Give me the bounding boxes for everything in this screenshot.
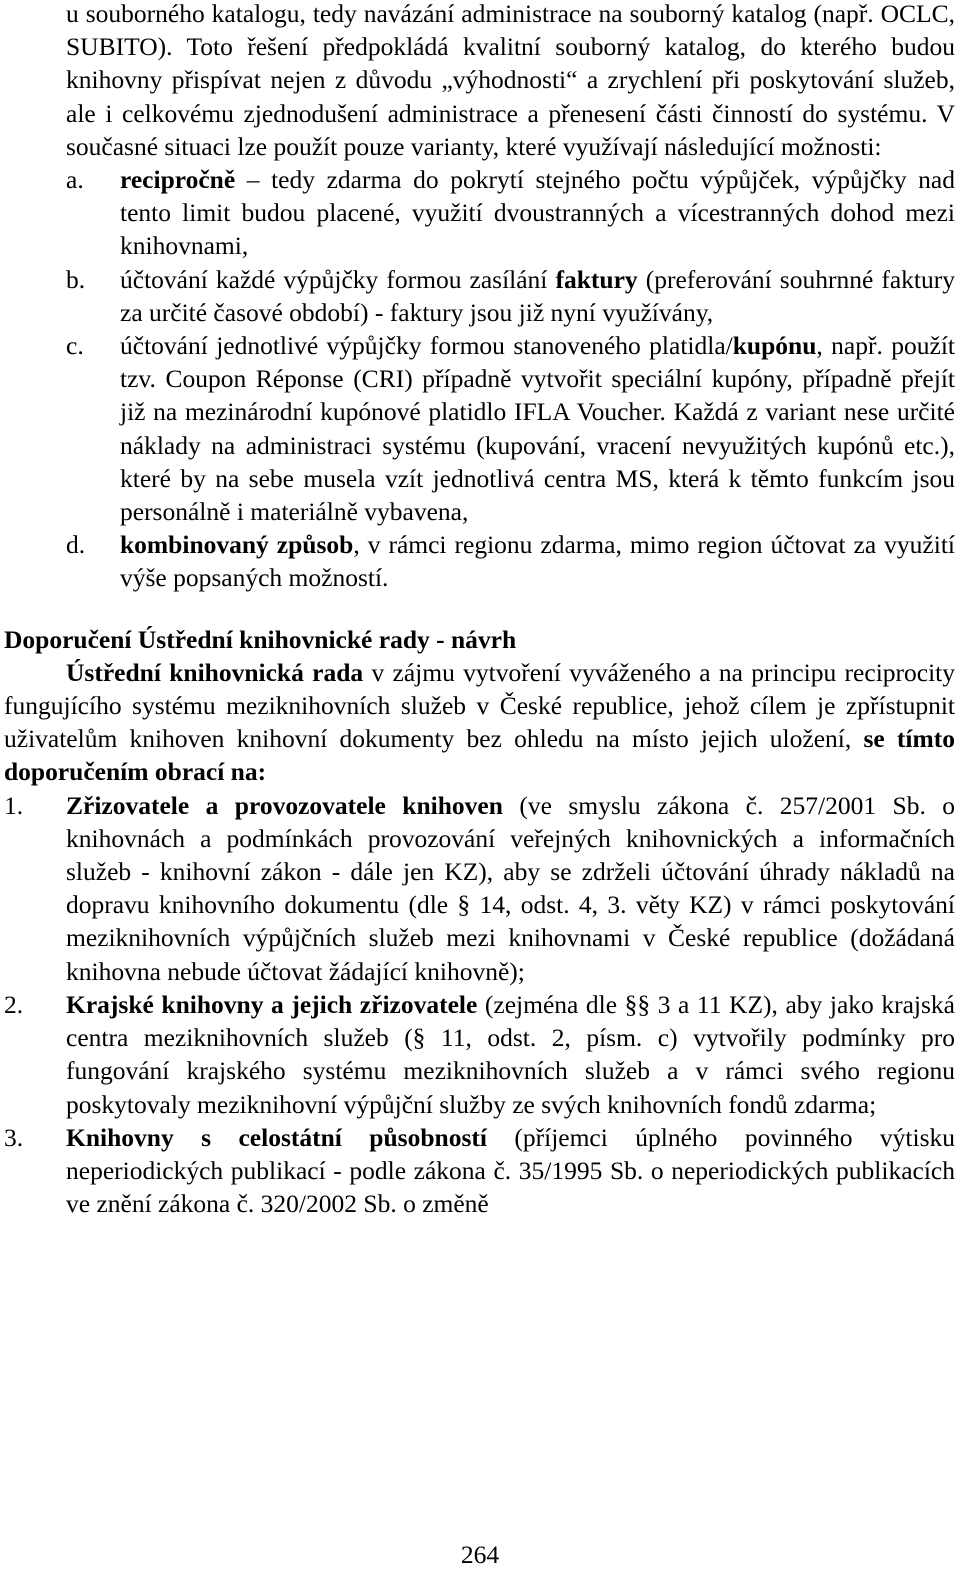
list-item: [4, 1121, 955, 1221]
option-text: (preferování souhrnné faktury za určité časové období) - faktury jsou již nyní využívány,: [120, 264, 955, 327]
section-heading: Doporučení Ústřední knihovnické rady - návrh: [4, 624, 517, 654]
list-item: [4, 528, 955, 594]
list-marker: 3.: [4, 1122, 24, 1152]
addressee: Zřizovatele a provozovatele knihoven: [66, 790, 503, 820]
list-item: [4, 263, 955, 329]
options-list: [4, 163, 955, 595]
list-marker: a.: [66, 165, 84, 195]
option-term: kupónu: [732, 331, 817, 361]
document-page: [4, 0, 955, 1220]
list-marker: d.: [66, 530, 86, 560]
list-item: [4, 988, 955, 1121]
item-text: (příjemci úplného povinného výtisku neperiodických publikací - podle zákona č. 35/1995 Sb. o neperiodických publikacích ve znění zákona č. 320/2002 Sb. o změně: [66, 1122, 955, 1219]
list-item: [4, 163, 955, 263]
recommendation-list: [4, 789, 955, 1221]
list-marker: b.: [66, 264, 86, 294]
option-term: recipročně: [120, 165, 236, 195]
lead-subject: Ústřední knihovnická rada: [66, 657, 364, 687]
list-item: [4, 789, 955, 988]
intro-paragraph: u souborného katalogu, tedy navázání administrace na souborný katalog (např. OCLC, SUBITO). Toto řešení předpokládá kvalitní souborný katalog, do kterého budou knihovny přispívat nejen z důvodu „výhodnosti“ a zrychlení při poskytování služeb, ale i celkovému zjednodušení administrace a přenesení části činností do systému. V současné situaci lze použít pouze varianty, které využívají následující možnosti:: [66, 0, 955, 161]
page-number: 264: [460, 1540, 500, 1569]
option-term: faktury: [555, 264, 638, 294]
list-item: [4, 329, 955, 528]
list-marker: 1.: [4, 790, 24, 820]
option-text: , např. použít tzv. Coupon Réponse (CRI) případně vytvořit speciální kupóny, případně přejít již na mezinárodní kupónové platidlo IFLA Voucher. Každá z variant nese určité náklady na administraci systému (kupování, vracení nevyužitých kupónů etc.), které by na sebe musela vzít jednotlivá centra MS, která k těmto funkcím jsou personálně i materiálně vybavena,: [120, 331, 955, 527]
option-term: kombinovaný způsob: [120, 530, 354, 560]
item-text: (ve smyslu zákona č. 257/2001 Sb. o knihovnách a podmínkách provozování veřejných knihovnických a informačních služeb - knihovní zákon - dále jen KZ), aby se zdrželi účtování úhrady nákladů na dopravu knihovního dokumentu (dle § 14, odst. 4, 3. věty KZ) v rámci poskytování meziknihovních výpůjčních služeb mezi knihovnami v České republice (dožádaná knihovna nebude účtovat žádající knihovně);: [66, 790, 955, 986]
lead-paragraph: [4, 656, 955, 789]
lead-closing: se tímto doporučením obrací na:: [4, 724, 955, 787]
option-text: , v rámci regionu zdarma, mimo region účtovat za využití výše popsaných možností.: [120, 530, 955, 593]
list-marker: 2.: [4, 989, 24, 1019]
addressee: Krajské knihovny a jejich zřizovatele: [66, 989, 478, 1019]
item-text: (zejména dle §§ 3 a 11 KZ), aby jako krajská centra meziknihovních služeb (§ 11, odst. 2, písm. c) vytvořily podmínky pro fungování krajského systému meziknihovních služeb a v rámci svého regionu poskytovaly meziknihovní výpůjční služby ze svých knihovních fondů zdarma;: [66, 989, 955, 1119]
lead-text: v zájmu vytvoření vyváženého a na principu reciprocity fungujícího systému meziknihovních služeb v České republice, jehož cílem je zpřístupnit uživatelům knihoven knihovní dokumenty bez ohledu na místo jejich uložení,: [4, 657, 956, 754]
option-text-pre: účtování jednotlivé výpůjčky formou stanoveného platidla/: [120, 331, 733, 361]
option-text: – tedy zdarma do pokrytí stejného počtu výpůjček, výpůjčky nad tento limit budou placené, využití dvoustranných a vícestranných dohod mezi knihovnami,: [120, 165, 955, 261]
addressee: Knihovny s celostátní působností: [66, 1122, 487, 1152]
list-marker: c.: [66, 331, 84, 361]
option-text-pre: účtování každé výpůjčky formou zasílání: [120, 264, 556, 294]
